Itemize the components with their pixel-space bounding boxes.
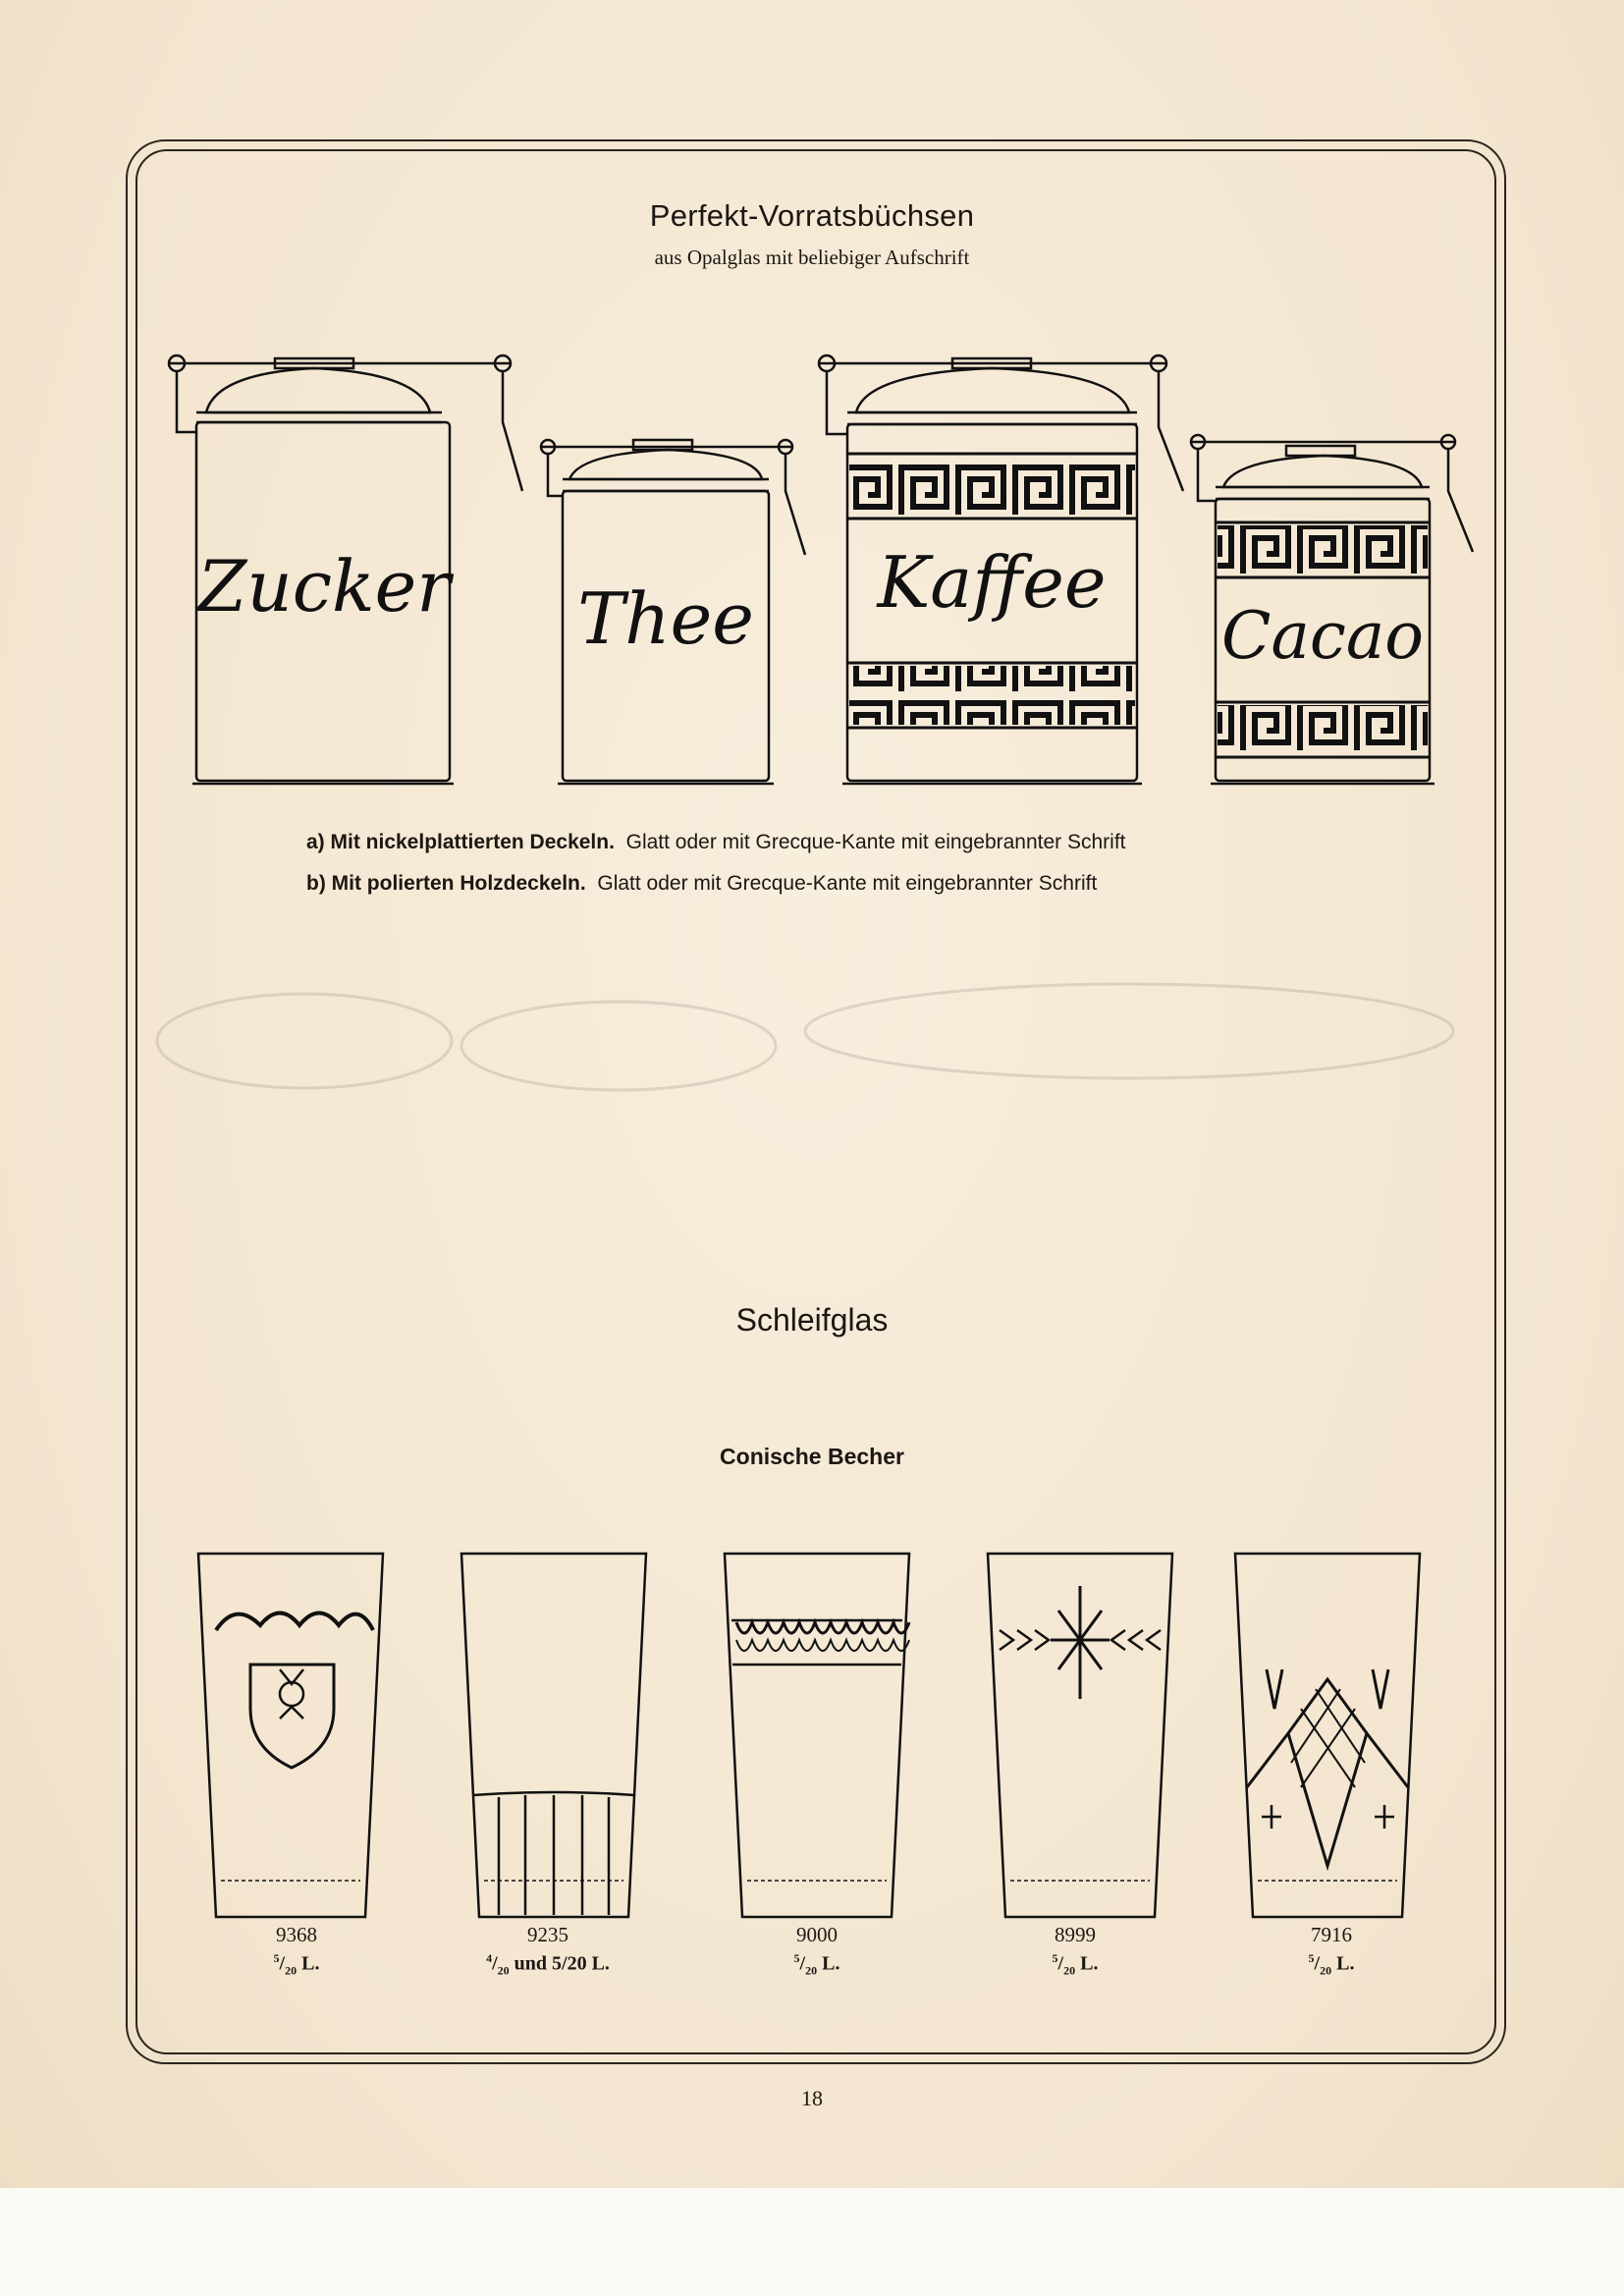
option-b	[306, 872, 1097, 896]
tumbler-caption-8999	[977, 1923, 1173, 1983]
scan-margin	[0, 2188, 1624, 2296]
tumbler-number: 9368	[276, 1923, 317, 1946]
jar-label-thee: Thee	[577, 577, 754, 660]
tumbler-number: 8999	[1055, 1923, 1096, 1946]
tumbler-caption-7916	[1233, 1923, 1430, 1983]
jar-label-cacao: Cacao	[1221, 598, 1424, 674]
tumbler-7916	[1235, 1554, 1420, 1917]
jar-label-kaffee: Kaffee	[877, 541, 1107, 624]
jar-label-zucker: Zucker	[197, 545, 451, 628]
conical-tumblers-illustration	[187, 1542, 1443, 1935]
option-b-bold: b) Mit polierten Holzdeckeln.	[306, 872, 586, 895]
storage-jars-illustration	[157, 344, 1492, 795]
tumbler-9000	[725, 1554, 909, 1917]
option-a	[306, 831, 1126, 854]
grecque-band	[849, 457, 1135, 516]
page-title: Perfekt-Vorratsbüchsen	[649, 198, 975, 233]
tumbler-caption-9368	[198, 1923, 395, 1983]
tumbler-caption-9235	[450, 1923, 646, 1983]
option-a-bold: a) Mit nickelplattierten Deckeln.	[306, 831, 615, 853]
tumbler-caption-9000	[719, 1923, 915, 1983]
tumbler-number: 9000	[796, 1923, 838, 1946]
tumbler-number: 7916	[1311, 1923, 1352, 1946]
section-subtitle: Conische Becher	[720, 1444, 904, 1469]
page-number: 18	[801, 2086, 823, 2110]
page-subtitle: aus Opalglas mit beliebiger Aufschrift	[654, 246, 970, 269]
grecque-band	[849, 666, 1135, 725]
tumbler-8999	[988, 1554, 1172, 1917]
tumbler-volume: $^5/_{20}$ L.	[1052, 1951, 1099, 1978]
tumbler-9368	[198, 1554, 383, 1917]
section-title: Schleifglas	[735, 1302, 889, 1338]
option-a-text: Glatt oder mit Grecque-Kante mit eingebrannter Schrift	[625, 831, 1126, 853]
grecque-band	[1218, 705, 1428, 754]
tumbler-volume: $^4/_{20}$ und 5/20 L.	[486, 1951, 610, 1978]
tumbler-volume: $^5/_{20}$ L.	[793, 1951, 840, 1978]
tumbler-volume: $^5/_{20}$ L.	[273, 1951, 320, 1978]
tumbler-volume: $^5/_{20}$ L.	[1308, 1951, 1355, 1978]
grecque-band	[1218, 525, 1428, 574]
tumbler-9235	[461, 1554, 646, 1917]
tumbler-number: 9235	[527, 1923, 568, 1946]
option-b-text: Glatt oder mit Grecque-Kante mit eingebrannter Schrift	[597, 872, 1098, 895]
